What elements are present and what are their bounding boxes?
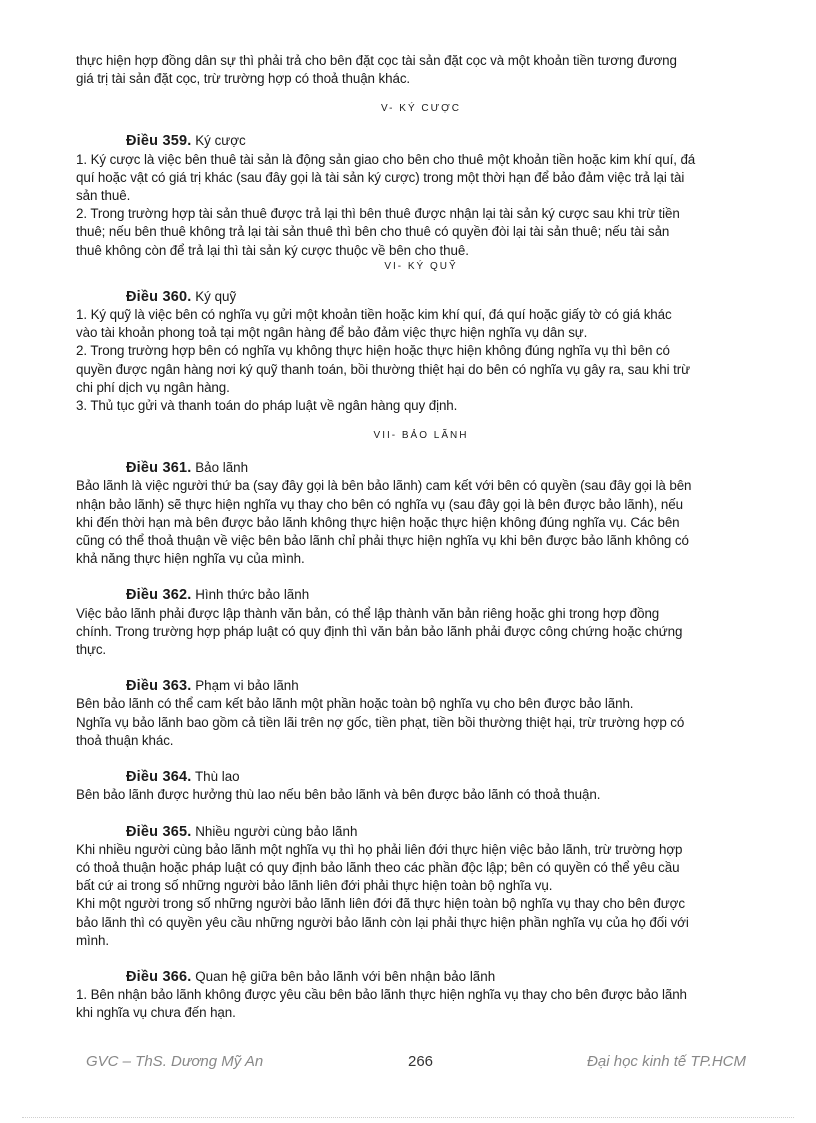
body-line: quí hoặc vật có giá trị khác (sau đây gọi là tài sản ký cược) trong một thời hạn để bảo đảm việc trả lại tài — [76, 169, 685, 185]
body-line: giá trị tài sản đặt cọc, trừ trường hợp có thoả thuận khác. — [76, 71, 411, 87]
body-line: 3. Thủ tục gửi và thanh toán do pháp luật về ngân hàng quy định. — [76, 398, 458, 414]
article-heading-361 — [76, 459, 766, 477]
body-line: thực hiện hợp đồng dân sự thì phải trả cho bên đặt cọc tài sản đặt cọc và một khoản tiền tương đương — [76, 53, 677, 68]
article-number: Điều 364. — [126, 769, 192, 786]
section-heading-ky-quy: VI- KÝ QUỸ — [384, 260, 458, 272]
article-title: Phạm vi bảo lãnh — [195, 678, 299, 694]
body-line: khả năng thực hiện nghĩa vụ của mình. — [76, 551, 305, 567]
article-heading-365 — [76, 823, 766, 841]
article-number: Điều 366. — [126, 968, 192, 985]
body-line: thuê; nếu bên thuê không trả lại tài sản thuê thì bên cho thuê có quyền đòi lại tài sản thuê; nếu tài sản — [76, 224, 670, 240]
article-title: Ký cược — [195, 133, 246, 149]
body-line: vào tài khoản phong toả tại một ngân hàng để bảo đảm việc thực hiện nghĩa vụ dân sự. — [76, 325, 588, 341]
article-title: Bảo lãnh — [195, 460, 249, 476]
body-line: Bên bảo lãnh có thể cam kết bảo lãnh một phần hoặc toàn bộ nghĩa vụ cho bên được bảo lãnh. — [76, 696, 634, 712]
body-line: khi nghĩa vụ chưa đến hạn. — [76, 1005, 236, 1021]
body-line: chi phí dịch vụ ngân hàng. — [76, 379, 230, 395]
body-line: mình. — [76, 932, 109, 948]
article-number: Điều 365. — [126, 823, 192, 840]
body-line: 2. Trong trường hợp bên có nghĩa vụ không thực hiện hoặc thực hiện không đúng nghĩa vụ thì bên có — [76, 343, 670, 359]
body-line: 2. Trong trường hợp tài sản thuê được trả lại thì bên thuê được nhận lại tài sản ký cược sau khi trừ tiền — [76, 206, 680, 222]
body-line: Việc bảo lãnh phải được lập thành văn bản, có thể lập thành văn bản riêng hoặc ghi trong hợp đồng — [76, 605, 660, 621]
article-heading-362 — [76, 586, 766, 604]
article-number: Điều 363. — [126, 678, 192, 695]
footer-author: GVC – ThS. Dương Mỹ An — [86, 1053, 264, 1070]
page-number: 266 — [408, 1053, 434, 1070]
article-number: Điều 360. — [126, 288, 192, 305]
section-heading-ky-cuoc: V- KÝ CƯỢC — [381, 103, 461, 115]
article-number: Điều 362. — [126, 587, 192, 604]
page-bottom-divider — [22, 1117, 794, 1118]
body-line: chính. Trong trường hợp pháp luật có quy định thì văn bản bảo lãnh phải được công chứng hoặc chứng — [76, 623, 683, 639]
body-line: thuê không còn để trả lại thì tài sản ký cược thuộc về bên cho thuê. — [76, 242, 469, 258]
document-page — [76, 52, 766, 1023]
body-line: quyền được ngân hàng nơi ký quỹ thanh toán, bồi thường thiệt hại do bên có nghĩa vụ gây ra, sau khi trừ — [76, 361, 690, 377]
article-heading-359 — [76, 132, 766, 150]
body-line: Bên bảo lãnh được hưởng thù lao nếu bên bảo lãnh và bên được bảo lãnh có thoả thuận. — [76, 787, 601, 803]
body-line: thoả thuận khác. — [76, 732, 174, 748]
body-line: bảo lãnh thì có quyền yêu cầu những người bảo lãnh còn lại phải thực hiện phần nghĩa vụ của họ đối với — [76, 914, 689, 930]
body-line: Khi nhiều người cùng bảo lãnh một nghĩa vụ thì họ phải liên đới thực hiện việc bảo lãnh, trừ trường hợp — [76, 841, 683, 857]
body-line: cũng có thể thoả thuận về việc bên bảo lãnh chỉ phải thực hiện nghĩa vụ khi bên được bảo lãnh không có — [76, 533, 689, 549]
body-line: nhận bảo lãnh) sẽ thực hiện nghĩa vụ thay cho bên có nghĩa vụ (sau đây gọi là bên được bảo lãnh), nếu — [76, 496, 683, 512]
body-line: bất cứ ai trong số những người bảo lãnh liên đới phải thực hiện toàn bộ nghĩa vụ. — [76, 878, 553, 894]
body-line: Nghĩa vụ bảo lãnh bao gồm cả tiền lãi trên nợ gốc, tiền phạt, tiền bồi thường thiệt hại, trừ trường hợp có — [76, 714, 685, 730]
body-line: 1. Ký quỹ là việc bên có nghĩa vụ gửi một khoản tiền hoặc kim khí quí, đá quí hoặc giấy tờ có giá khác — [76, 307, 672, 323]
article-heading-366 — [76, 968, 766, 986]
body-line: 1. Bên nhận bảo lãnh không được yêu cầu bên bảo lãnh thực hiện nghĩa vụ thay cho bên được bảo lãnh — [76, 987, 687, 1003]
article-title: Ký quỹ — [195, 288, 237, 304]
footer-school: Đại học kinh tế TP.HCM — [587, 1053, 746, 1070]
article-heading-364 — [76, 768, 766, 786]
body-line: Khi một người trong số những người bảo lãnh liên đới đã thực hiện toàn bộ nghĩa vụ thay cho bên được — [76, 896, 685, 912]
body-line: thực. — [76, 642, 107, 658]
article-title: Hình thức bảo lãnh — [195, 587, 310, 603]
article-title: Thù lao — [194, 769, 240, 785]
article-number: Điều 359. — [126, 133, 192, 150]
article-heading-363 — [76, 677, 766, 695]
body-line: khi đến thời hạn mà bên được bảo lãnh không thực hiện hoặc thực hiện không đúng nghĩa vụ. Các bên — [76, 514, 680, 530]
body-line: 1. Ký cược là việc bên thuê tài sản là động sản giao cho bên cho thuê một khoản tiền hoặc kim khí quí, đá — [76, 151, 696, 167]
page-footer — [86, 1053, 746, 1073]
body-line: sản thuê. — [76, 188, 131, 204]
article-number: Điều 361. — [126, 460, 192, 477]
body-line: Bảo lãnh là việc người thứ ba (say đây gọi là bên bảo lãnh) cam kết với bên có quyền (sau đây gọi là bên — [76, 478, 692, 494]
body-line: có thoả thuận hoặc pháp luật có quy định bảo lãnh theo các phần độc lập; bên có quyền có thể yêu cầu — [76, 859, 680, 875]
article-heading-360 — [76, 288, 766, 306]
article-title: Nhiều người cùng bảo lãnh — [195, 823, 358, 839]
article-title: Quan hệ giữa bên bảo lãnh với bên nhận bảo lãnh — [195, 968, 496, 984]
section-heading-bao-lanh: VII- BẢO LÃNH — [373, 430, 469, 442]
